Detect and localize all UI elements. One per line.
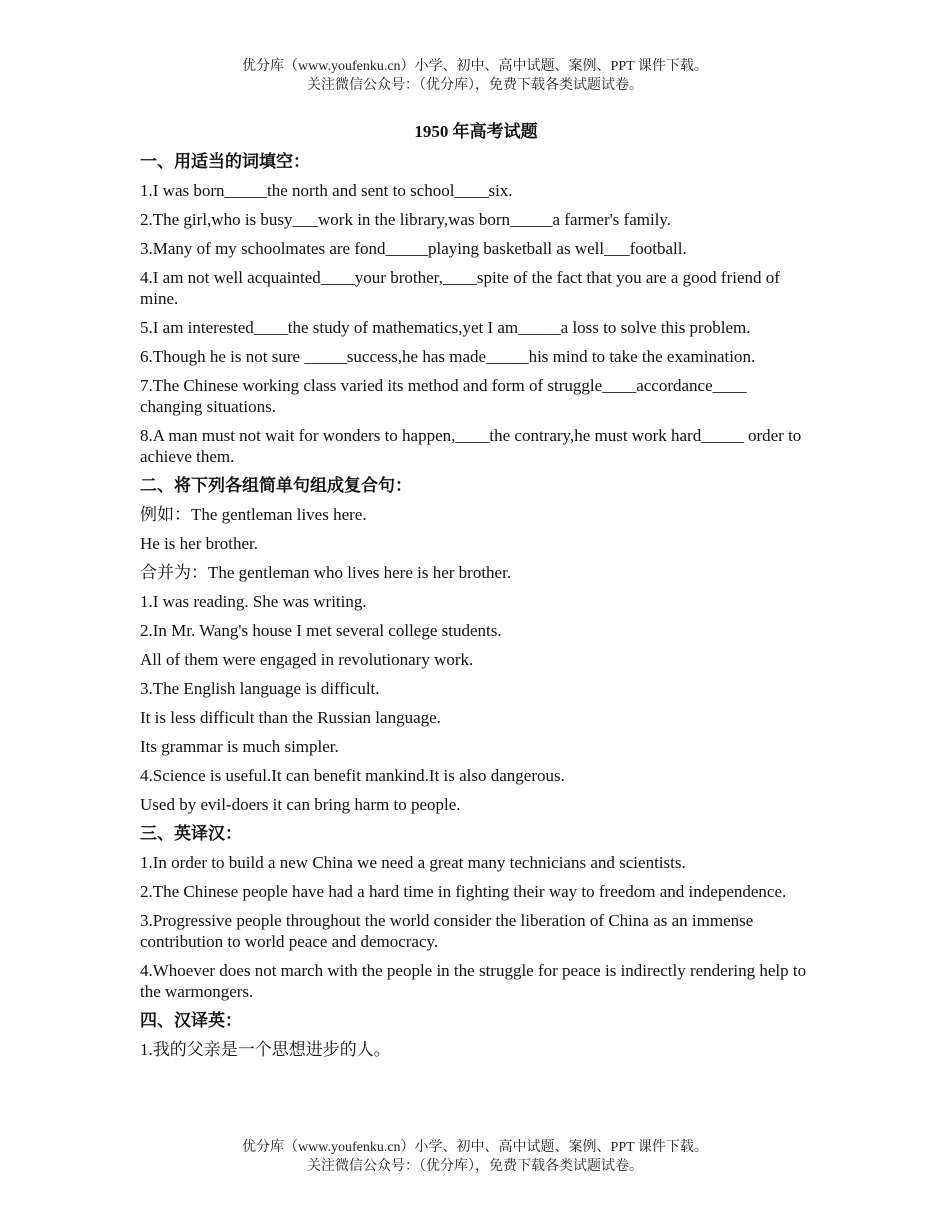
section-4-heading: 四、汉译英： [140, 1011, 242, 1030]
footer-line-1: 优分库（www.youfenku.cn）小学、初中、高中试题、案例、PPT 课件下载。 [242, 1140, 708, 1155]
translation-question: 4.Whoever does not march with the people in the struggle for peace is indirectly rendering help to the warmongers. [140, 961, 807, 1001]
translation-question: 1.In order to build a new China we need a great many technicians and scientists. [140, 853, 686, 872]
translation-question: 1.我的父亲是一个思想进步的人。 [140, 1040, 391, 1059]
page-footer [0, 1138, 950, 1176]
combine-sentence-line: 1.I was reading. She was writing. [140, 592, 367, 611]
combine-sentence-line: 合并为：The gentleman who lives here is her brother. [140, 563, 512, 582]
fill-blank-question: 5.I am interested____the study of mathematics,yet I am_____a loss to solve this problem. [140, 318, 751, 337]
document-title: 1950 年高考试题 [414, 122, 538, 141]
fill-blank-question: 7.The Chinese working class varied its method and form of struggle____accordance____ changing situations. [140, 376, 747, 416]
combine-sentence-line: 3.The English language is difficult. [140, 679, 380, 698]
section-1-heading: 一、用适当的词填空： [140, 152, 310, 171]
section-2-heading: 二、将下列各组简单句组成复合句： [140, 476, 412, 495]
header-line-2: 关注微信公众号：（优分库），免费下载各类试题试卷。 [307, 78, 643, 93]
combine-sentence-line: 4.Science is useful.It can benefit mankind.It is also dangerous. [140, 766, 565, 785]
combine-sentence-line: 例如：The gentleman lives here. [140, 505, 367, 524]
combine-sentence-line: Its grammar is much simpler. [140, 737, 339, 756]
combine-sentence-line: Used by evil-doers it can bring harm to people. [140, 795, 461, 814]
section-3-heading: 三、英译汉： [140, 824, 242, 843]
document-body [140, 121, 812, 1068]
translation-question: 3.Progressive people throughout the world consider the liberation of China as an immense contribution to world peace and democracy. [140, 911, 754, 951]
fill-blank-question: 6.Though he is not sure _____success,he has made_____his mind to take the examination. [140, 347, 756, 366]
fill-blank-question: 4.I am not well acquainted____your brother,____spite of the fact that you are a good friend of mine. [140, 268, 780, 308]
combine-sentence-line: It is less difficult than the Russian language. [140, 708, 441, 727]
fill-blank-question: 2.The girl,who is busy___work in the library,was born_____a farmer's family. [140, 210, 672, 229]
footer-line-2: 关注微信公众号：（优分库），免费下载各类试题试卷。 [307, 1159, 643, 1174]
fill-blank-question: 8.A man must not wait for wonders to happen,____the contrary,he must work hard_____ order to achieve them. [140, 426, 802, 466]
combine-sentence-line: He is her brother. [140, 534, 259, 553]
fill-blank-question: 3.Many of my schoolmates are fond_____playing basketball as well___football. [140, 239, 687, 258]
page-header [0, 57, 950, 95]
fill-blank-question: 1.I was born_____the north and sent to school____six. [140, 181, 513, 200]
translation-question: 2.The Chinese people have had a hard time in fighting their way to freedom and independence. [140, 882, 787, 901]
combine-sentence-line: All of them were engaged in revolutionary work. [140, 650, 474, 669]
combine-sentence-line: 2.In Mr. Wang's house I met several college students. [140, 621, 502, 640]
header-line-1: 优分库（www.youfenku.cn）小学、初中、高中试题、案例、PPT 课件下载。 [242, 59, 708, 74]
